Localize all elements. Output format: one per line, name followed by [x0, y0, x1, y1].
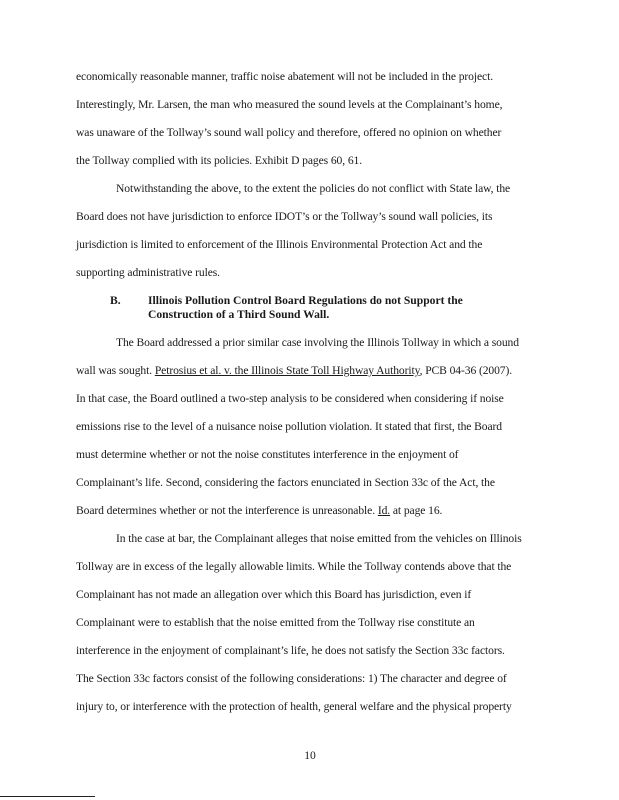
body-line: Complainant has not made an allegation over which this Board has jurisdiction, even if	[76, 588, 472, 601]
body-line: supporting administrative rules.	[76, 266, 220, 279]
body-line: was unaware of the Tollway’s sound wall policy and therefore, offered no opinion on whether	[76, 126, 502, 139]
text-run: , PCB 04-36 (2007).	[419, 364, 513, 377]
body-line: injury to, or interference with the protection of health, general welfare and the physical property	[76, 700, 512, 713]
body-line-citation	[76, 364, 512, 378]
footnote-separator	[0, 796, 95, 797]
body-line: the Tollway complied with its policies. Exhibit D pages 60, 61.	[76, 154, 363, 167]
body-line: Interestingly, Mr. Larsen, the man who measured the sound levels at the Complainant’s home,	[76, 98, 503, 111]
body-line: In the case at bar, the Complainant alleges that noise emitted from the vehicles on Illinois	[116, 532, 522, 545]
body-line: interference in the enjoyment of complainant’s life, he does not satisfy the Section 33c factors.	[76, 644, 505, 657]
body-line: The Section 33c factors consist of the following considerations: 1) The character and degree of	[76, 672, 507, 685]
section-label: B.	[110, 294, 121, 307]
page-number: 10	[304, 749, 316, 762]
text-run: at page 16.	[390, 504, 443, 517]
body-line: Complainant were to establish that the noise emitted from the Tollway rise constitute an	[76, 616, 475, 629]
body-line: In that case, the Board outlined a two-step analysis to be considered when considering if noise	[76, 392, 504, 405]
body-line: emissions rise to the level of a nuisance noise pollution violation. It stated that first, the Board	[76, 420, 502, 433]
body-line: Tollway are in excess of the legally allowable limits. While the Tollway contends above that the	[76, 560, 512, 573]
text-run: wall was sought.	[76, 364, 155, 377]
body-line: Board does not have jurisdiction to enforce IDOT’s or the Tollway’s sound wall policies, its	[76, 210, 493, 223]
section-heading-line: Illinois Pollution Control Board Regulations do not Support the	[148, 294, 463, 307]
body-line: economically reasonable manner, traffic noise abatement will not be included in the project.	[76, 70, 494, 83]
body-line-citation	[76, 504, 442, 518]
body-line: Complainant’s life. Second, considering the factors enunciated in Section 33c of the Act, the	[76, 476, 495, 489]
body-line: jurisdiction is limited to enforcement of the Illinois Environmental Protection Act and the	[76, 238, 483, 251]
body-line: must determine whether or not the noise constitutes interference in the enjoyment of	[76, 448, 459, 461]
section-heading-line: Construction of a Third Sound Wall.	[148, 308, 330, 321]
case-citation: Petrosius et al. v. the Illinois State Toll Highway Authority	[154, 364, 420, 377]
text-run: Board determines whether or not the interference is unreasonable.	[76, 504, 378, 517]
body-line: Notwithstanding the above, to the extent the policies do not conflict with State law, the	[116, 182, 511, 195]
id-citation: Id.	[377, 504, 391, 517]
body-line: The Board addressed a prior similar case involving the Illinois Tollway in which a sound	[116, 336, 519, 349]
